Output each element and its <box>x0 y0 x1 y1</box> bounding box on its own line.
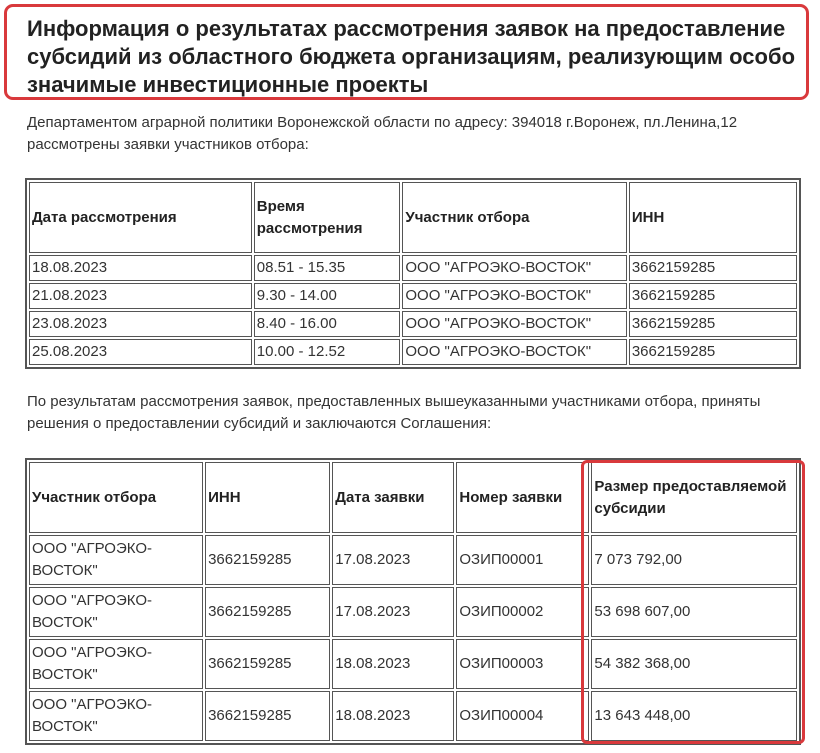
review-table <box>25 178 801 369</box>
table-row <box>29 255 797 281</box>
results-date: 18.08.2023 <box>332 691 454 741</box>
results-subsidy: 53 698 607,00 <box>591 587 797 637</box>
results-text: По результатам рассмотрения заявок, предоставленных вышеуказанными участниками отбора, приняты решения о предоставлении субсидий и заключаются Соглашения: <box>27 393 761 432</box>
table-row <box>29 339 797 365</box>
review-date: 23.08.2023 <box>29 311 252 337</box>
results-date: 17.08.2023 <box>332 535 454 585</box>
review-time: 9.30 - 14.00 <box>254 283 401 309</box>
review-time: 08.51 - 15.35 <box>254 255 401 281</box>
results-number: ОЗИП00002 <box>456 587 589 637</box>
review-participant: ООО "АГРОЭКО-ВОСТОК" <box>402 311 626 337</box>
results-participant: ООО "АГРОЭКО-ВОСТОК" <box>29 639 203 689</box>
results-subsidy: 54 382 368,00 <box>591 639 797 689</box>
review-inn: 3662159285 <box>629 255 797 281</box>
table-row <box>29 311 797 337</box>
review-time: 10.00 - 12.52 <box>254 339 401 365</box>
results-subsidy: 7 073 792,00 <box>591 535 797 585</box>
results-inn: 3662159285 <box>205 587 330 637</box>
review-time: 8.40 - 16.00 <box>254 311 401 337</box>
results-number: ОЗИП00001 <box>456 535 589 585</box>
review-header-date: Дата рассмотрения <box>29 182 252 253</box>
review-participant: ООО "АГРОЭКО-ВОСТОК" <box>402 339 626 365</box>
review-header-time: Время рассмотрения <box>254 182 401 253</box>
results-inn: 3662159285 <box>205 535 330 585</box>
results-table <box>25 458 801 745</box>
results-header-inn: ИНН <box>205 462 330 533</box>
results-header-number: Номер заявки <box>456 462 589 533</box>
table-row <box>29 587 797 637</box>
review-date: 25.08.2023 <box>29 339 252 365</box>
review-participant: ООО "АГРОЭКО-ВОСТОК" <box>402 255 626 281</box>
results-subsidy: 13 643 448,00 <box>591 691 797 741</box>
review-inn: 3662159285 <box>629 339 797 365</box>
page-title: Информация о результатах рассмотрения заявок на предоставление субсидий из областного бюджета организациям, реализующим особо значимые инвестиционные проекты <box>27 16 796 97</box>
review-inn: 3662159285 <box>629 283 797 309</box>
table-row <box>29 283 797 309</box>
results-number: ОЗИП00003 <box>456 639 589 689</box>
results-participant: ООО "АГРОЭКО-ВОСТОК" <box>29 587 203 637</box>
results-inn: 3662159285 <box>205 691 330 741</box>
results-inn: 3662159285 <box>205 639 330 689</box>
review-date: 18.08.2023 <box>29 255 252 281</box>
results-participant: ООО "АГРОЭКО-ВОСТОК" <box>29 691 203 741</box>
review-header-inn: ИНН <box>629 182 797 253</box>
review-date: 21.08.2023 <box>29 283 252 309</box>
results-date: 18.08.2023 <box>332 639 454 689</box>
results-header-subsidy: Размер предоставляемой субсидии <box>591 462 797 533</box>
results-table-header-row <box>29 462 797 533</box>
review-header-participant: Участник отбора <box>402 182 626 253</box>
results-number: ОЗИП00004 <box>456 691 589 741</box>
review-inn: 3662159285 <box>629 311 797 337</box>
table-row <box>29 639 797 689</box>
results-date: 17.08.2023 <box>332 587 454 637</box>
title-box <box>4 4 809 100</box>
results-header-participant: Участник отбора <box>29 462 203 533</box>
results-participant: ООО "АГРОЭКО-ВОСТОК" <box>29 535 203 585</box>
review-table-header-row <box>29 182 797 253</box>
table-row <box>29 691 797 741</box>
intro-text: Департаментом аграрной политики Воронежской области по адресу: 394018 г.Воронеж, пл.Ленина,12 рассмотрены заявки участников отбора: <box>27 114 738 153</box>
review-participant: ООО "АГРОЭКО-ВОСТОК" <box>402 283 626 309</box>
table-row <box>29 535 797 585</box>
results-header-date: Дата заявки <box>332 462 454 533</box>
